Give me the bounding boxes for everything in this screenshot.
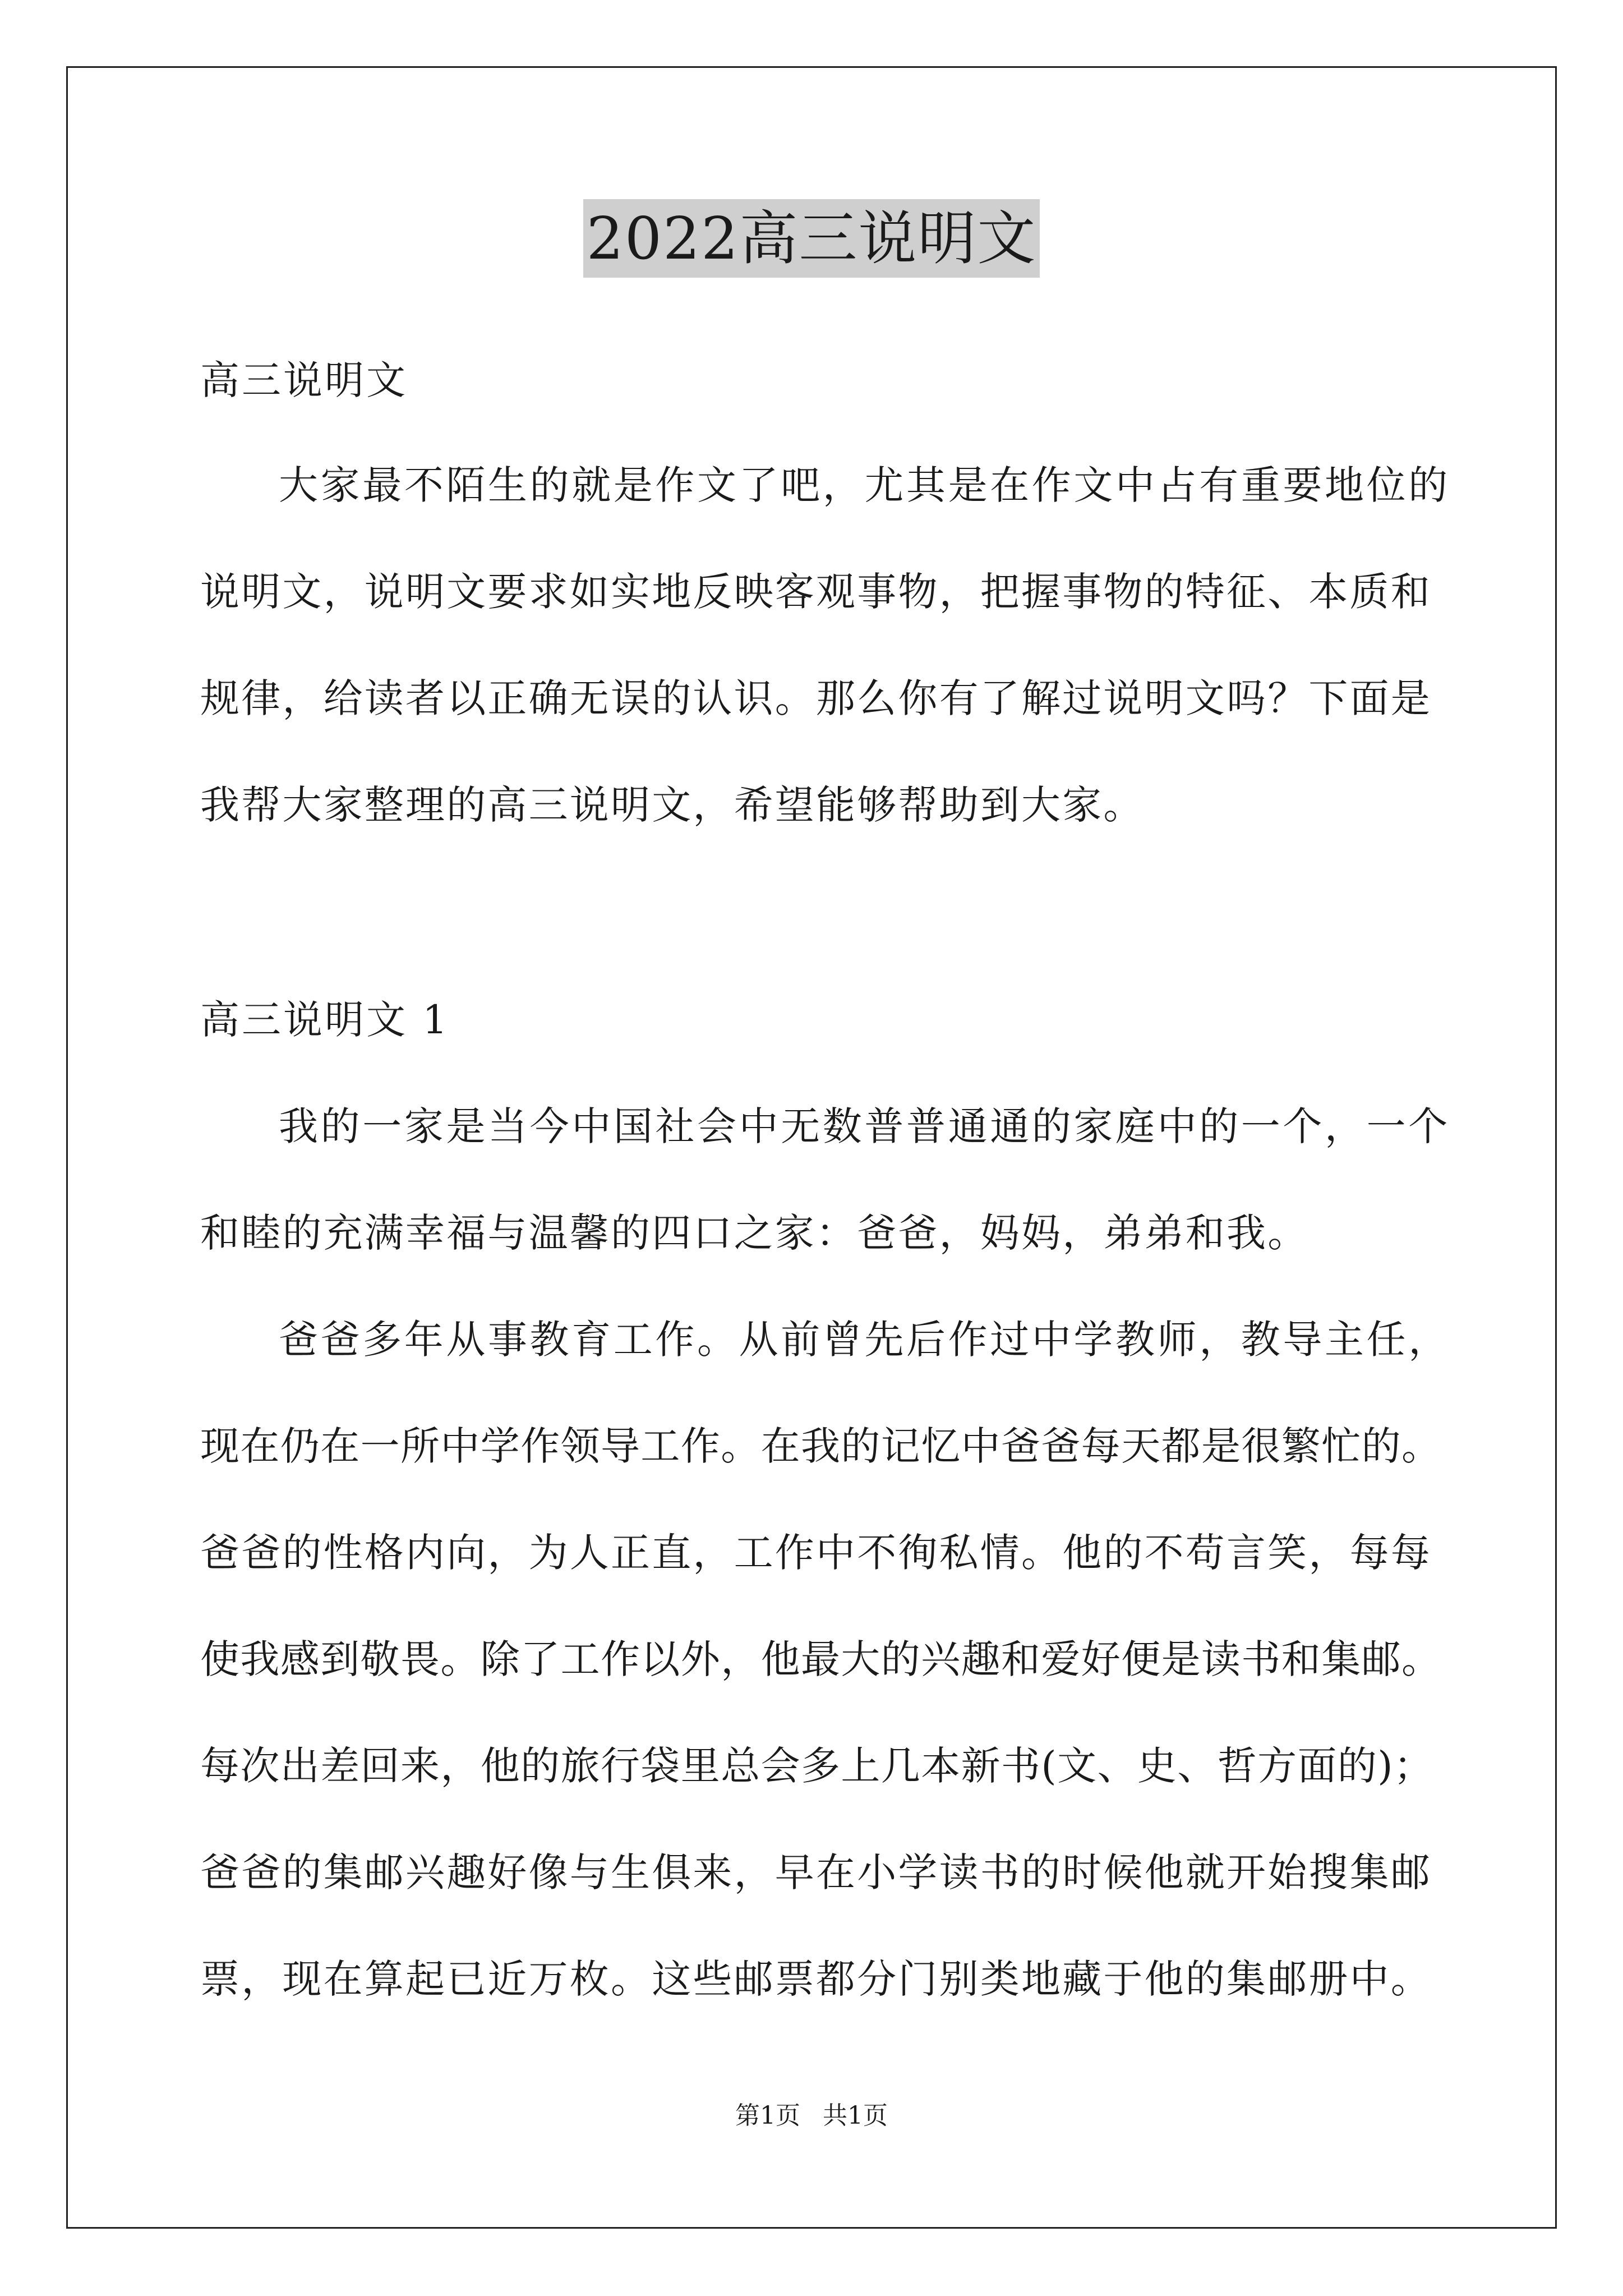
- intro-heading: 高三说明文: [200, 357, 408, 403]
- section1-para2-line-5: 每次出差回来，他的旅行袋里总会多上几本新书(文、史、哲方面的)；: [200, 1743, 1434, 1789]
- section1-para1-line-2: 和睦的充满幸福与温馨的四口之家：爸爸，妈妈，弟弟和我。: [200, 1210, 1309, 1256]
- section1-heading: 高三说明文 1: [200, 997, 450, 1043]
- document-title: 2022高三说明文: [583, 199, 1040, 278]
- page-footer: [0, 2099, 1623, 2133]
- title-container: [0, 199, 1623, 278]
- page-total: 共1页: [823, 2101, 888, 2130]
- intro-line-4: 我帮大家整理的高三说明文，希望能够帮助到大家。: [200, 782, 1145, 828]
- section1-para2-line-2: 现在仍在一所中学作领导工作。在我的记忆中爸爸每天都是很繁忙的。: [200, 1423, 1442, 1469]
- intro-line-1: 大家最不陌生的就是作文了吧，尤其是在作文中占有重要地位的: [279, 462, 1450, 508]
- intro-line-2: 说明文，说明文要求如实地反映客观事物，把握事物的特征、本质和: [200, 569, 1432, 615]
- section1-para2-line-6: 爸爸的集邮兴趣好像与生俱来，早在小学读书的时候他就开始搜集邮: [200, 1849, 1432, 1895]
- section1-para1-line-1: 我的一家是当今中国社会中无数普普通通的家庭中的一个，一个: [279, 1103, 1450, 1149]
- intro-line-3: 规律，给读者以正确无误的认识。那么你有了解过说明文吗？下面是: [200, 675, 1432, 721]
- section1-para2-line-7: 票，现在算起已近万枚。这些邮票都分门别类地藏于他的集邮册中。: [200, 1956, 1432, 2002]
- page-number: 第1页: [735, 2101, 800, 2130]
- section1-para2-line-4: 使我感到敬畏。除了工作以外，他最大的兴趣和爱好便是读书和集邮。: [200, 1636, 1442, 1682]
- section1-para2-line-3: 爸爸的性格内向，为人正直，工作中不徇私情。他的不苟言笑，每每: [200, 1530, 1432, 1576]
- section1-para2-line-1: 爸爸多年从事教育工作。从前曾先后作过中学教师，教导主任，: [279, 1317, 1450, 1363]
